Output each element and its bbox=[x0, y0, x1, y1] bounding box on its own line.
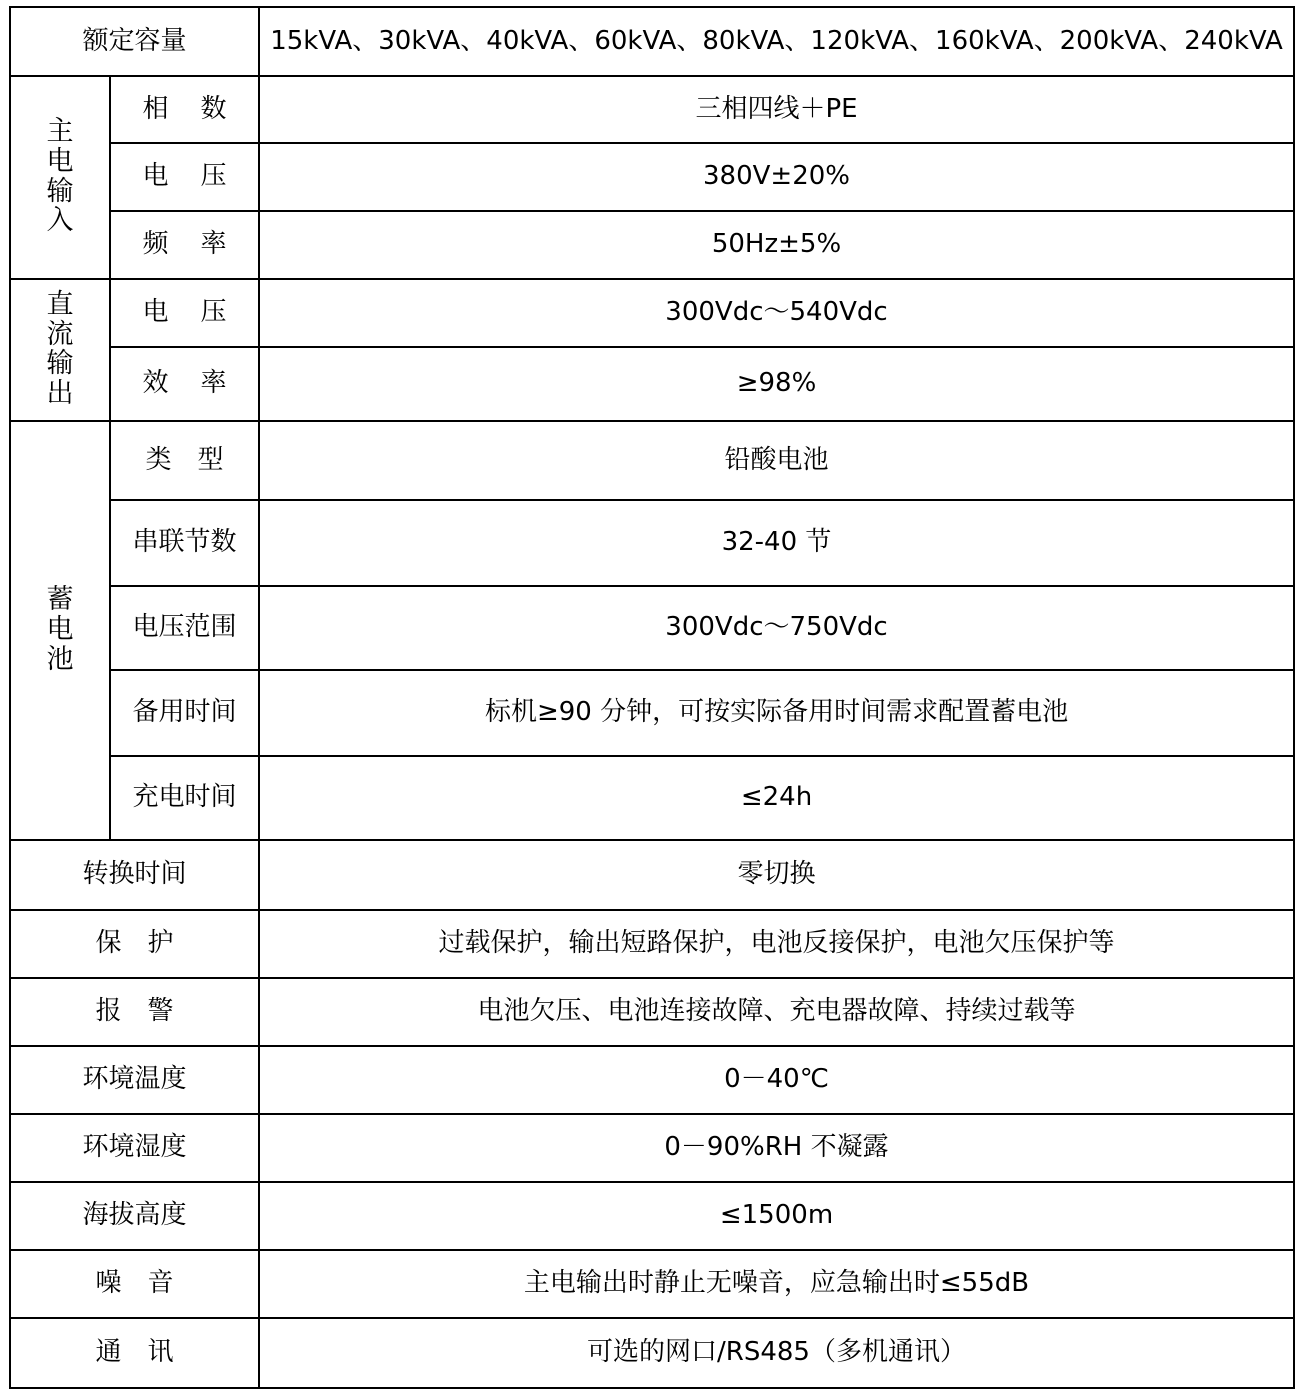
table-row-communication bbox=[10, 1318, 1294, 1388]
row-value: 0－40℃ bbox=[259, 1046, 1294, 1114]
sub-label: 串联节数 bbox=[110, 500, 259, 586]
table-row-dc-output-efficiency bbox=[10, 347, 1294, 421]
row-value: ≤24h bbox=[259, 756, 1294, 840]
row-value: 标机≥90 分钟，可按实际备用时间需求配置蓄电池 bbox=[259, 670, 1294, 756]
row-value: 380V±20% bbox=[259, 143, 1294, 211]
row-label: 保 护 bbox=[10, 910, 259, 978]
table-row-altitude bbox=[10, 1182, 1294, 1250]
sub-label: 类 型 bbox=[110, 421, 259, 500]
row-value: 300Vdc～750Vdc bbox=[259, 586, 1294, 670]
row-value: 零切换 bbox=[259, 840, 1294, 910]
group-label-main-input: 主电输入 bbox=[10, 76, 110, 279]
row-value: 32-40 节 bbox=[259, 500, 1294, 586]
row-value: 主电输出时静止无噪音，应急输出时≤55dB bbox=[259, 1250, 1294, 1318]
table-row-transfer-time bbox=[10, 840, 1294, 910]
row-value: 过载保护，输出短路保护，电池反接保护，电池欠压保护等 bbox=[259, 910, 1294, 978]
sub-label: 备用时间 bbox=[110, 670, 259, 756]
sub-label: 电 压 bbox=[110, 279, 259, 347]
table-row-battery-cells bbox=[10, 500, 1294, 586]
row-label: 环境湿度 bbox=[10, 1114, 259, 1182]
table-row-alarm bbox=[10, 978, 1294, 1046]
sub-label: 充电时间 bbox=[110, 756, 259, 840]
table-row-ambient-temperature bbox=[10, 1046, 1294, 1114]
sub-label: 电 压 bbox=[110, 143, 259, 211]
group-label-dc-output: 直流输出 bbox=[10, 279, 110, 421]
row-value: 三相四线＋PE bbox=[259, 76, 1294, 143]
row-label: 报 警 bbox=[10, 978, 259, 1046]
table-row-battery-type bbox=[10, 421, 1294, 500]
row-label: 环境温度 bbox=[10, 1046, 259, 1114]
group-label-battery: 蓄电池 bbox=[10, 421, 110, 840]
row-label: 额定容量 bbox=[10, 7, 259, 76]
row-value: 50Hz±5% bbox=[259, 211, 1294, 279]
row-value: 15kVA、30kVA、40kVA、60kVA、80kVA、120kVA、160kVA、200kVA、240kVA bbox=[259, 7, 1294, 76]
sub-label: 相 数 bbox=[110, 76, 259, 143]
row-label: 噪 音 bbox=[10, 1250, 259, 1318]
sub-label: 频 率 bbox=[110, 211, 259, 279]
row-value: 电池欠压、电池连接故障、充电器故障、持续过载等 bbox=[259, 978, 1294, 1046]
table-row-main-input-phase bbox=[10, 76, 1294, 143]
row-value: ≤1500m bbox=[259, 1182, 1294, 1250]
table-row-rated-capacity bbox=[10, 7, 1294, 76]
table-row-battery-voltage-range bbox=[10, 586, 1294, 670]
sub-label: 效 率 bbox=[110, 347, 259, 421]
row-value: ≥98% bbox=[259, 347, 1294, 421]
table-row-ambient-humidity bbox=[10, 1114, 1294, 1182]
table-row-dc-output-voltage bbox=[10, 279, 1294, 347]
row-value: 铅酸电池 bbox=[259, 421, 1294, 500]
row-label: 海拔高度 bbox=[10, 1182, 259, 1250]
table-row-battery-backup-time bbox=[10, 670, 1294, 756]
sub-label: 电压范围 bbox=[110, 586, 259, 670]
table-row-main-input-frequency bbox=[10, 211, 1294, 279]
table-row-main-input-voltage bbox=[10, 143, 1294, 211]
table-row-battery-charge-time bbox=[10, 756, 1294, 840]
table-row-noise bbox=[10, 1250, 1294, 1318]
row-label: 转换时间 bbox=[10, 840, 259, 910]
row-value: 300Vdc～540Vdc bbox=[259, 279, 1294, 347]
row-value: 0－90%RH 不凝露 bbox=[259, 1114, 1294, 1182]
table-row-protection bbox=[10, 910, 1294, 978]
row-label: 通 讯 bbox=[10, 1318, 259, 1388]
row-value: 可选的网口/RS485（多机通讯） bbox=[259, 1318, 1294, 1388]
spec-table bbox=[9, 6, 1295, 1389]
